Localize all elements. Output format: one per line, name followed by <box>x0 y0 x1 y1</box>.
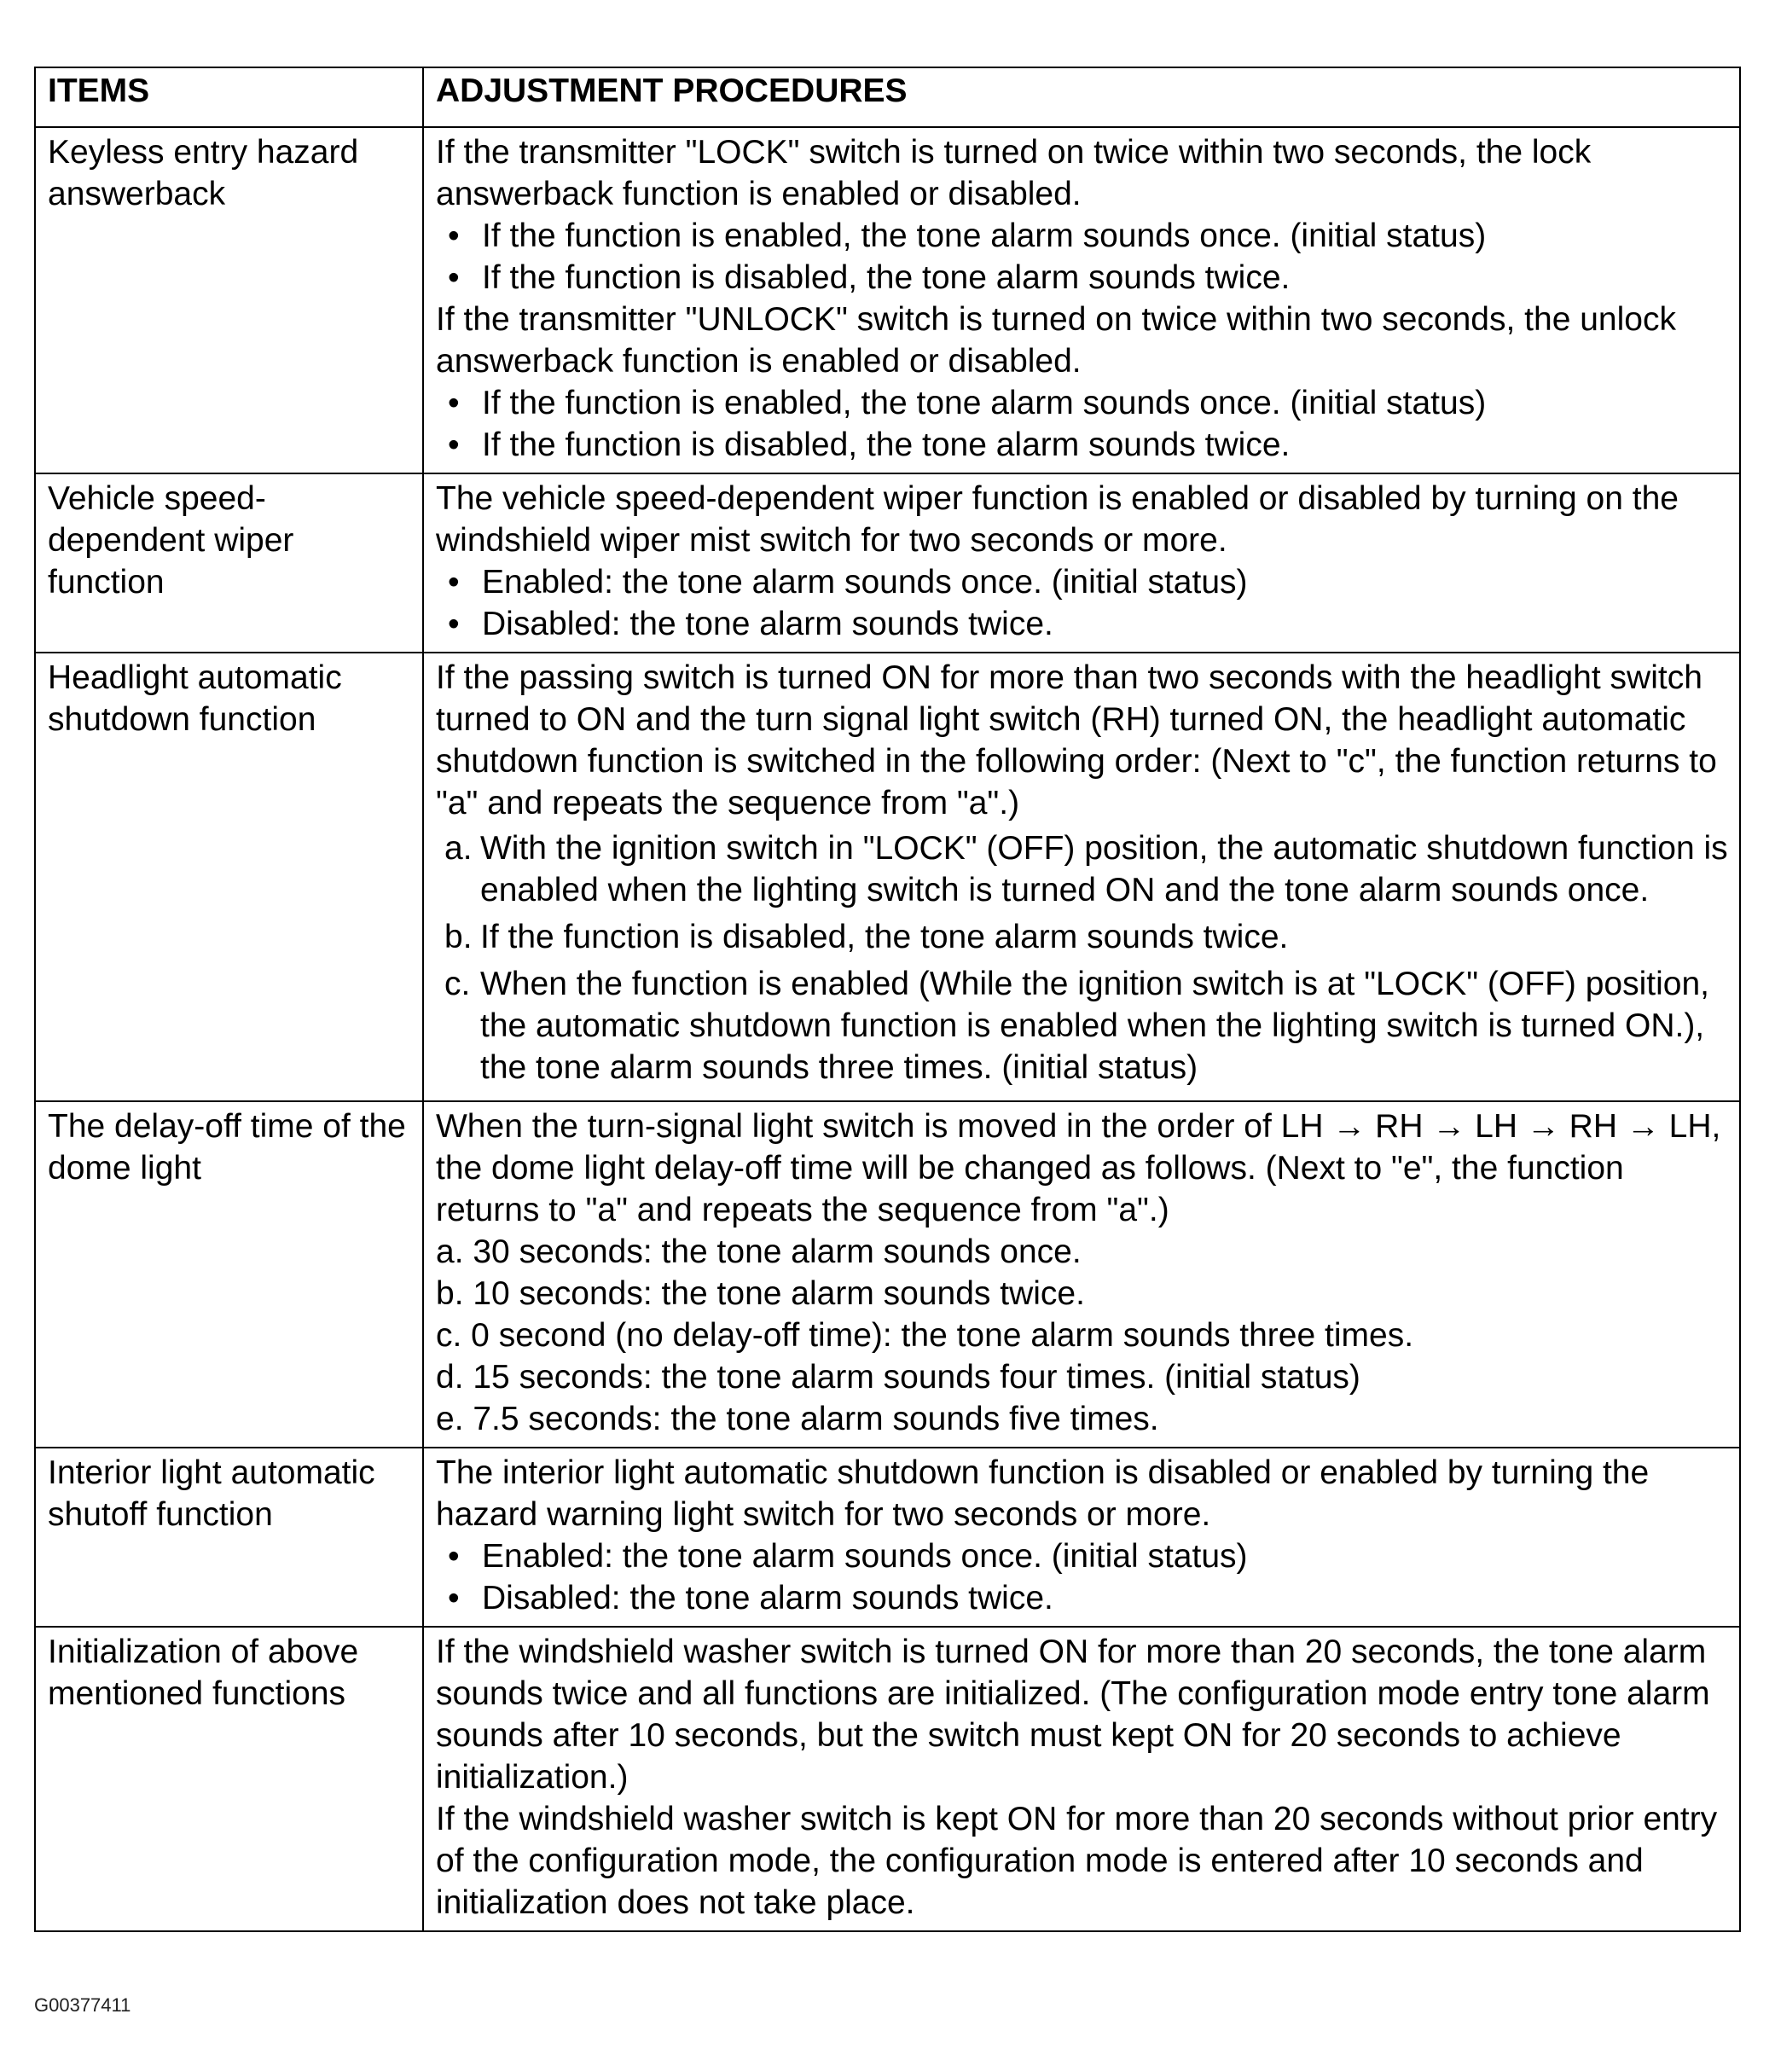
table-row <box>35 653 1740 1101</box>
lettered-item <box>436 827 1731 911</box>
table-row <box>35 1627 1740 1931</box>
procedure-cell <box>423 473 1740 653</box>
bullet-item: • If the function is disabled, the tone alarm sounds twice. <box>436 257 1731 299</box>
table-row <box>35 127 1740 473</box>
procedure-cell <box>423 653 1740 1101</box>
bullet-list <box>436 382 1731 466</box>
header-items: ITEMS <box>35 67 423 127</box>
procedure-cell <box>423 1627 1740 1931</box>
procedure-text: If the windshield washer switch is kept ON for more than 20 seconds without prior entry of the configuration mode, the configuration mode is entered after 10 seconds and initialization does not take place. <box>436 1801 1718 1921</box>
bullet-list <box>436 215 1731 299</box>
bullet-list <box>436 1535 1731 1619</box>
bullet-item: • Disabled: the tone alarm sounds twice. <box>436 603 1731 645</box>
bullet-item: • If the function is enabled, the tone alarm sounds once. (initial status) <box>436 215 1731 257</box>
procedure-cell <box>423 1101 1740 1448</box>
procedure-text: The interior light automatic shutdown function is disabled or enabled by turning the hazard warning light switch for two seconds or more. <box>436 1454 1650 1533</box>
item-letter: b. <box>444 919 473 955</box>
item-cell: Keyless entry hazard answerback <box>35 127 423 473</box>
item-text: When the function is enabled (While the ignition switch is at "LOCK" (OFF) position, the automatic shutdown function is enabled when the lighting switch is turned ON.), the tone alarm sounds three times. (initial status) <box>480 966 1709 1086</box>
sequence-list <box>436 1231 1731 1440</box>
item-text: With the ignition switch in "LOCK" (OFF) position, the automatic shutdown function is enabled when the lighting switch is turned ON and the tone alarm sounds once. <box>480 830 1728 908</box>
bullet-item: • Enabled: the tone alarm sounds once. (initial status) <box>436 1535 1731 1577</box>
procedure-cell <box>423 127 1740 473</box>
bullet-item: • Enabled: the tone alarm sounds once. (initial status) <box>436 561 1731 603</box>
lettered-item <box>436 963 1731 1088</box>
item-letter: a. <box>444 830 473 867</box>
procedure-text: The vehicle speed-dependent wiper function is enabled or disabled by turning on the windshield wiper mist switch for two seconds or more. <box>436 480 1679 559</box>
table-header-row <box>35 67 1740 127</box>
item-cell: Vehicle speed-dependent wiper function <box>35 473 423 653</box>
sequence-item: b. 10 seconds: the tone alarm sounds twice. <box>436 1275 1085 1312</box>
sequence-item: e. 7.5 seconds: the tone alarm sounds five times. <box>436 1401 1159 1437</box>
sequence-item: d. 15 seconds: the tone alarm sounds four times. (initial status) <box>436 1359 1360 1396</box>
item-text: If the function is disabled, the tone alarm sounds twice. <box>480 919 1289 955</box>
figure-id: G00377411 <box>34 1994 131 2016</box>
bullet-item: • If the function is disabled, the tone alarm sounds twice. <box>436 424 1731 466</box>
procedure-text: If the passing switch is turned ON for more than two seconds with the headlight switch turned to ON and the turn signal light switch (RH) turned ON, the headlight automatic shutdown function is switched in the following order: (Next to "c", the function returns to "a" and repeats the sequence from "a".) <box>436 659 1717 821</box>
lettered-item <box>436 916 1731 958</box>
sequence-item: a. 30 seconds: the tone alarm sounds once. <box>436 1233 1082 1270</box>
table-row <box>35 473 1740 653</box>
bullet-item: • Disabled: the tone alarm sounds twice. <box>436 1577 1731 1619</box>
procedure-text: If the transmitter "LOCK" switch is turned on twice within two seconds, the lock answerback function is enabled or disabled. <box>436 134 1592 212</box>
procedure-text: If the transmitter "UNLOCK" switch is turned on twice within two seconds, the unlock answerback function is enabled or disabled. <box>436 301 1676 380</box>
adjustment-procedures-table <box>34 67 1741 1932</box>
table-row <box>35 1101 1740 1448</box>
item-letter: c. <box>444 966 471 1002</box>
procedure-text: When the turn-signal light switch is moved in the order of LH → RH → LH → RH → LH, the dome light delay-off time will be changed as follows. (Next to "e", the function returns to "a" and repeats the sequence from "a".) <box>436 1108 1721 1228</box>
bullet-item: • If the function is enabled, the tone alarm sounds once. (initial status) <box>436 382 1731 424</box>
header-procedures: ADJUSTMENT PROCEDURES <box>423 67 1740 127</box>
procedure-cell <box>423 1448 1740 1627</box>
table-row <box>35 1448 1740 1627</box>
item-cell: Headlight automatic shutdown function <box>35 653 423 1101</box>
item-cell: The delay-off time of the dome light <box>35 1101 423 1448</box>
item-cell: Interior light automatic shutoff function <box>35 1448 423 1627</box>
bullet-list <box>436 561 1731 645</box>
item-cell: Initialization of above mentioned functions <box>35 1627 423 1931</box>
lettered-list <box>436 827 1731 1088</box>
sequence-item: c. 0 second (no delay-off time): the tone alarm sounds three times. <box>436 1317 1414 1354</box>
procedure-text: If the windshield washer switch is turned ON for more than 20 seconds, the tone alarm sounds twice and all functions are initialized. (The configuration mode entry tone alarm sounds after 10 seconds, but the switch must kept ON for 20 seconds to achieve initialization.) <box>436 1634 1710 1796</box>
